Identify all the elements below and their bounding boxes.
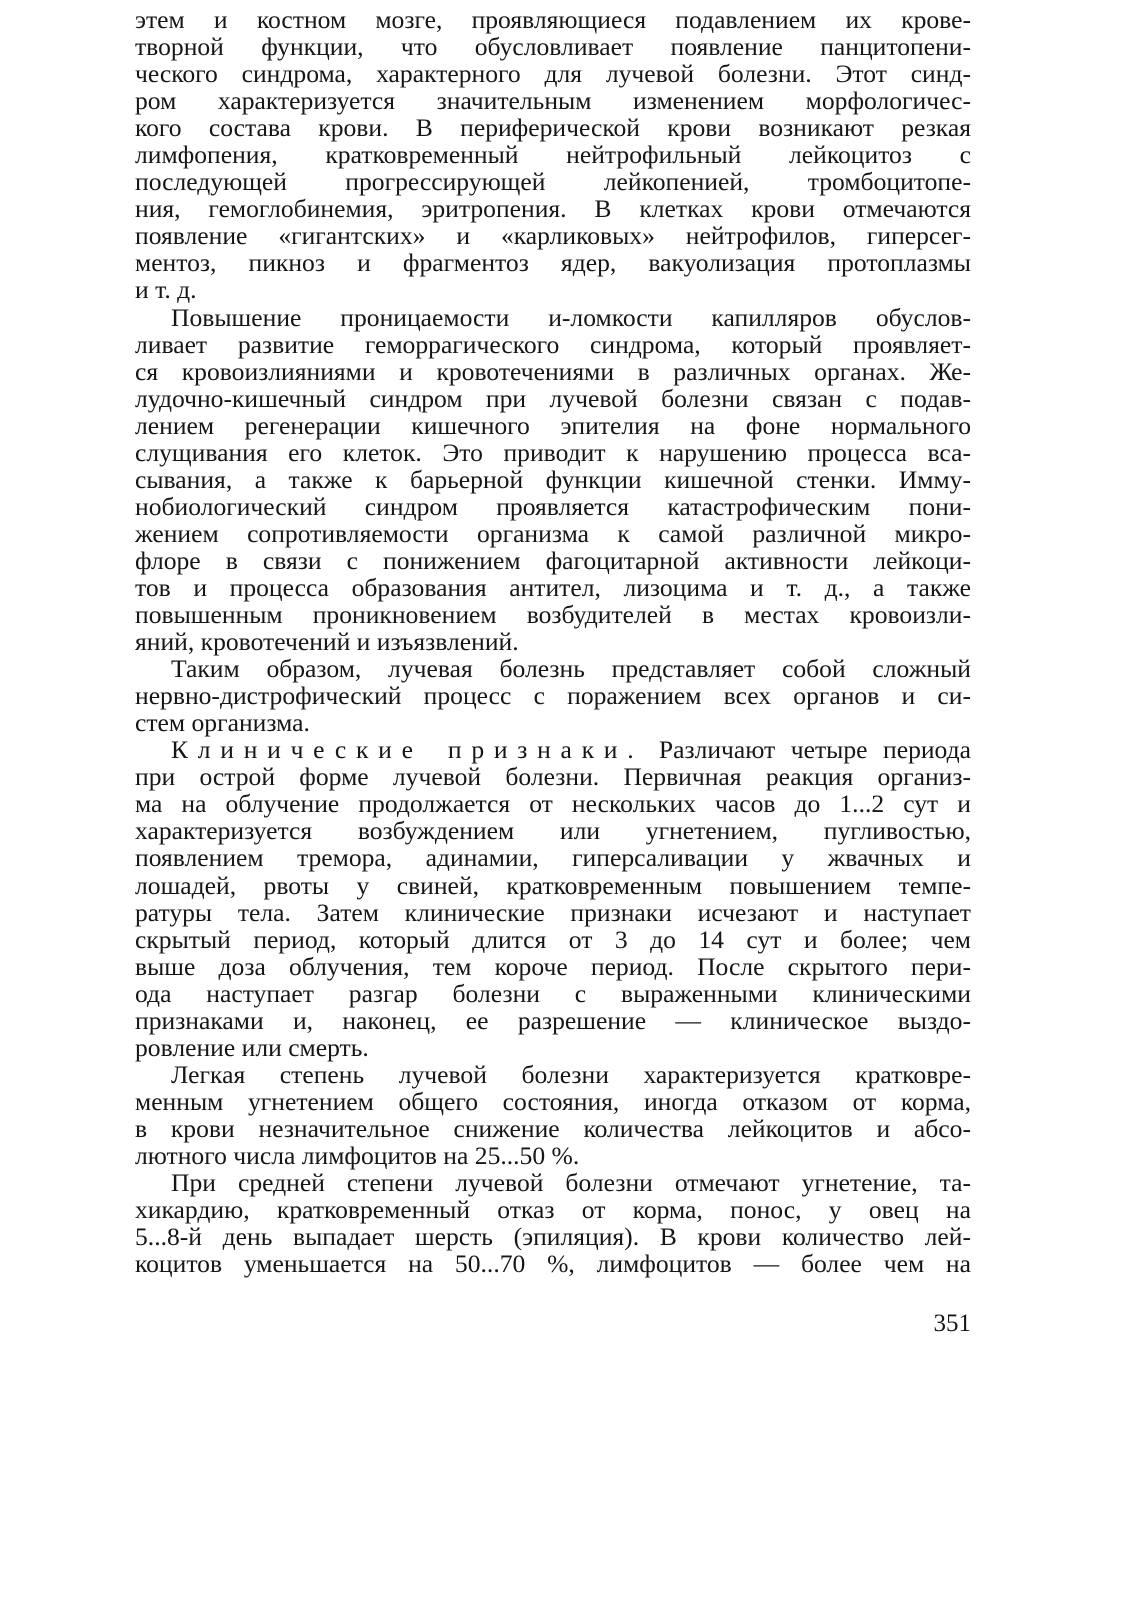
text-line: стем организма. [135,708,310,738]
text-line: ром характеризуется значительным изменением морфологичес- [135,86,971,116]
text-line: лением регенерации кишечного эпителия на фоне нормального [135,410,971,440]
text-line: творной функции, что обусловливает появление панцитопени- [135,32,971,62]
text-line: ческого синдрома, характерного для лучевой болезни. Этот синд- [135,59,971,89]
text-line: яний, кровотечений и изъязвлений. [135,627,519,657]
text-line: этем и костном мозге, проявляющиеся подавлением их крове- [135,5,971,34]
section-heading: Клинические признаки. [171,735,644,765]
text-line: признаками и, наконец, ее разрешение — клиническое выздо- [135,1005,971,1035]
text-line: ся кровоизлияниями и кровотечениями в различных органах. Же- [135,356,971,386]
text-line: и т. д. [135,275,197,305]
text-line: в крови незначительное снижение количества лейкоцитов и абсо- [135,1113,971,1143]
text-line: повышенным проникновением возбудителей в местах кровоизли- [135,600,971,630]
paragraph-first-line: Легкая степень лучевой болезни характеризуется кратковре- [171,1059,971,1089]
page-number: 351 [933,1310,971,1337]
text-line: появлением тремора, адинамии, гиперсаливации у жвачных и [135,843,971,873]
text-line: лудочно-кишечный синдром при лучевой болезни связан с подав- [135,383,971,413]
paragraph-first-line: Таким образом, лучевая болезнь представляет собой сложный [171,654,971,684]
text-line: сывания, а также к барьерной функции кишечной стенки. Имму- [135,464,971,494]
text-line: менным угнетением общего состояния, иногда отказом от корма, [135,1086,971,1116]
text-line: ратуры тела. Затем клинические признаки исчезают и наступает [135,897,971,927]
text-line: последующей прогрессирующей лейкопенией, тромбоцитопе- [135,167,971,197]
text-line: хикардию, кратковременный отказ от корма, понос, у овец на [135,1195,971,1225]
text-line: появление «гигантских» и «карликовых» нейтрофилов, гиперсег- [135,221,971,251]
paragraph-first-line: При средней степени лучевой болезни отмечают угнетение, та- [171,1168,971,1198]
text-line: ментоз, пикноз и фрагментоз ядер, вакуолизация протоплазмы [135,248,971,278]
text-line: ровление или смерть. [135,1032,369,1062]
text-line: жением сопротивляемости организма к самой различной микро- [135,518,971,548]
text-line: 5...8-й день выпадает шерсть (эпиляция). В крови количество лей- [135,1222,971,1252]
text-line: ливает развитие геморрагического синдрома, который проявляет- [135,329,971,359]
text-line: нобиологический синдром проявляется катастрофическим пони- [135,491,971,521]
text-line: скрытый период, который длится от 3 до 14 сут и более; чем [135,924,971,954]
section-heading-line [135,736,971,763]
text-line: лютного числа лимфоцитов на 25...50 %. [135,1140,580,1170]
text-line: характеризуется возбуждением или угнетением, пугливостью, [135,816,971,846]
text-line: флоре в связи с понижением фагоцитарной активности лейкоци- [135,545,971,575]
text-line: при острой форме лучевой болезни. Первичная реакция организ- [135,762,971,792]
text-line: лошадей, рвоты у свиней, кратковременным повышением темпе- [135,870,971,900]
page-body-text [135,6,971,1277]
text-line: ния, гемоглобинемия, эритропения. В клетках крови отмечаются [135,194,971,224]
text-line: выше доза облучения, тем короче период. После скрытого пери- [135,951,971,981]
text-line: тов и процесса образования антител, лизоцима и т. д., а также [135,572,971,602]
text-line: ма на облучение продолжается от нескольких часов до 1...2 сут и [135,789,971,819]
text-line: кого состава крови. В периферической крови возникают резкая [135,113,971,143]
paragraph-first-line: Повышение проницаемости и-ломкости капилляров обуслов- [171,302,971,332]
text-line: коцитов уменьшается на 50...70 %, лимфоцитов — более чем на [135,1249,971,1279]
heading-line-text: Различают четыре периода [658,735,971,765]
text-line: лимфопения, кратковременный нейтрофильный лейкоцитоз с [135,140,971,170]
text-line: нервно-дистрофический процесс с поражением всех органов и си- [135,681,971,711]
text-line: слущивания его клеток. Это приводит к нарушению процесса вса- [135,437,971,467]
text-line: ода наступает разгар болезни с выраженными клиническими [135,978,971,1008]
